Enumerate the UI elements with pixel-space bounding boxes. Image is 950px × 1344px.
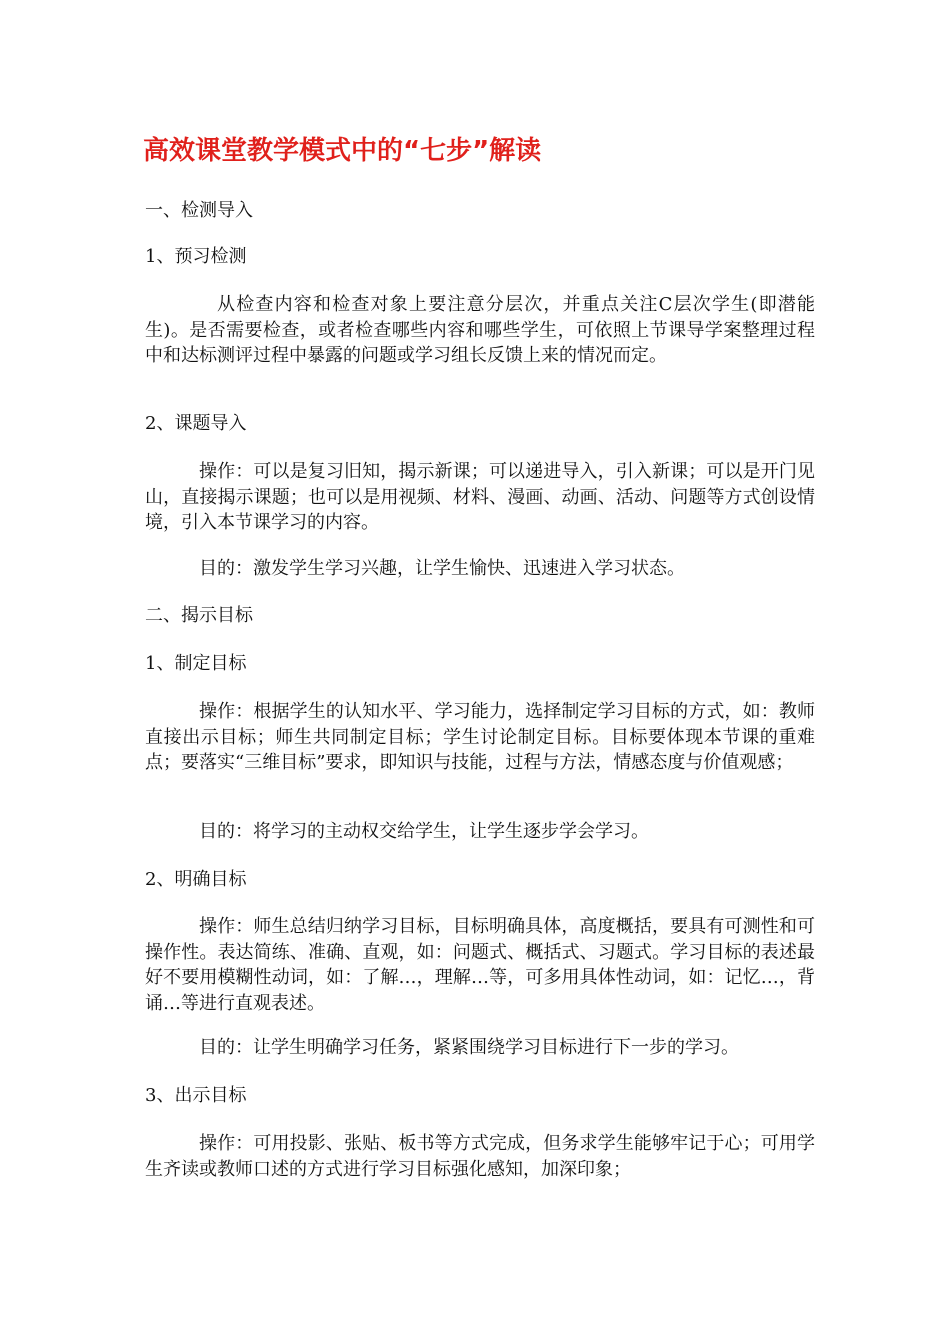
paragraph-set-goal-purpose: 目的：将学习的主动权交给学生，让学生逐步学会学习。 bbox=[199, 821, 649, 842]
paragraph-show-goal-operation: 操作：可用投影、张贴、板书等方式完成，但务求学生能够牢记于心；可用学生齐读或教师口述的方式进行学习目标强化感知，加深印象； bbox=[145, 1133, 815, 1180]
paragraph-clarify-goal-operation: 操作：师生总结归纳学习目标，目标明确具体，高度概括，要具有可测性和可操作性。表达简练、准确、直观，如：问题式、概括式、习题式。学习目标的表述最好不要用模糊性动词，如：了解…，理解…等，可多用具体性动词，如：记忆…，背诵…等进行直观表述。 bbox=[145, 916, 815, 1014]
subsection-heading-1-1: 1、预习检测 bbox=[145, 246, 247, 267]
paragraph-set-goal-operation: 操作：根据学生的认知水平、学习能力，选择制定学习目标的方式，如：教师直接出示目标；师生共同制定目标；学生讨论制定目标。目标要体现本节课的重难点；要落实“三维目标”要求，即知识与技能，过程与方法，情感态度与价值观感； bbox=[145, 701, 815, 773]
paragraph-clarify-goal-purpose: 目的：让学生明确学习任务，紧紧围绕学习目标进行下一步的学习。 bbox=[199, 1037, 739, 1058]
subsection-heading-2-3: 3、出示目标 bbox=[145, 1085, 247, 1106]
paragraph-intro-goal: 目的：激发学生学习兴趣，让学生愉快、迅速进入学习状态。 bbox=[199, 558, 685, 579]
subsection-heading-1-2: 2、课题导入 bbox=[145, 413, 247, 434]
page-title: 高效课堂教学模式中的“七步”解读 bbox=[143, 136, 542, 166]
subsection-heading-2-2: 2、明确目标 bbox=[145, 869, 247, 890]
section-heading-1: 一、检测导入 bbox=[145, 200, 253, 221]
section-heading-2: 二、揭示目标 bbox=[145, 605, 253, 626]
paragraph-preview-check: 从检查内容和检查对象上要注意分层次，并重点关注C层次学生(即潜能生)。是否需要检查，或者检查哪些内容和哪些学生，可依照上节课导学案整理过程中和达标测评过程中暴露的问题或学习组长反馈上来的情况而定。 bbox=[145, 294, 815, 366]
paragraph-intro-operation: 操作：可以是复习旧知，揭示新课；可以递进导入，引入新课；可以是开门见山，直接揭示课题；也可以是用视频、材料、漫画、动画、活动、问题等方式创设情境，引入本节课学习的内容。 bbox=[145, 461, 815, 533]
subsection-heading-2-1: 1、制定目标 bbox=[145, 653, 247, 674]
